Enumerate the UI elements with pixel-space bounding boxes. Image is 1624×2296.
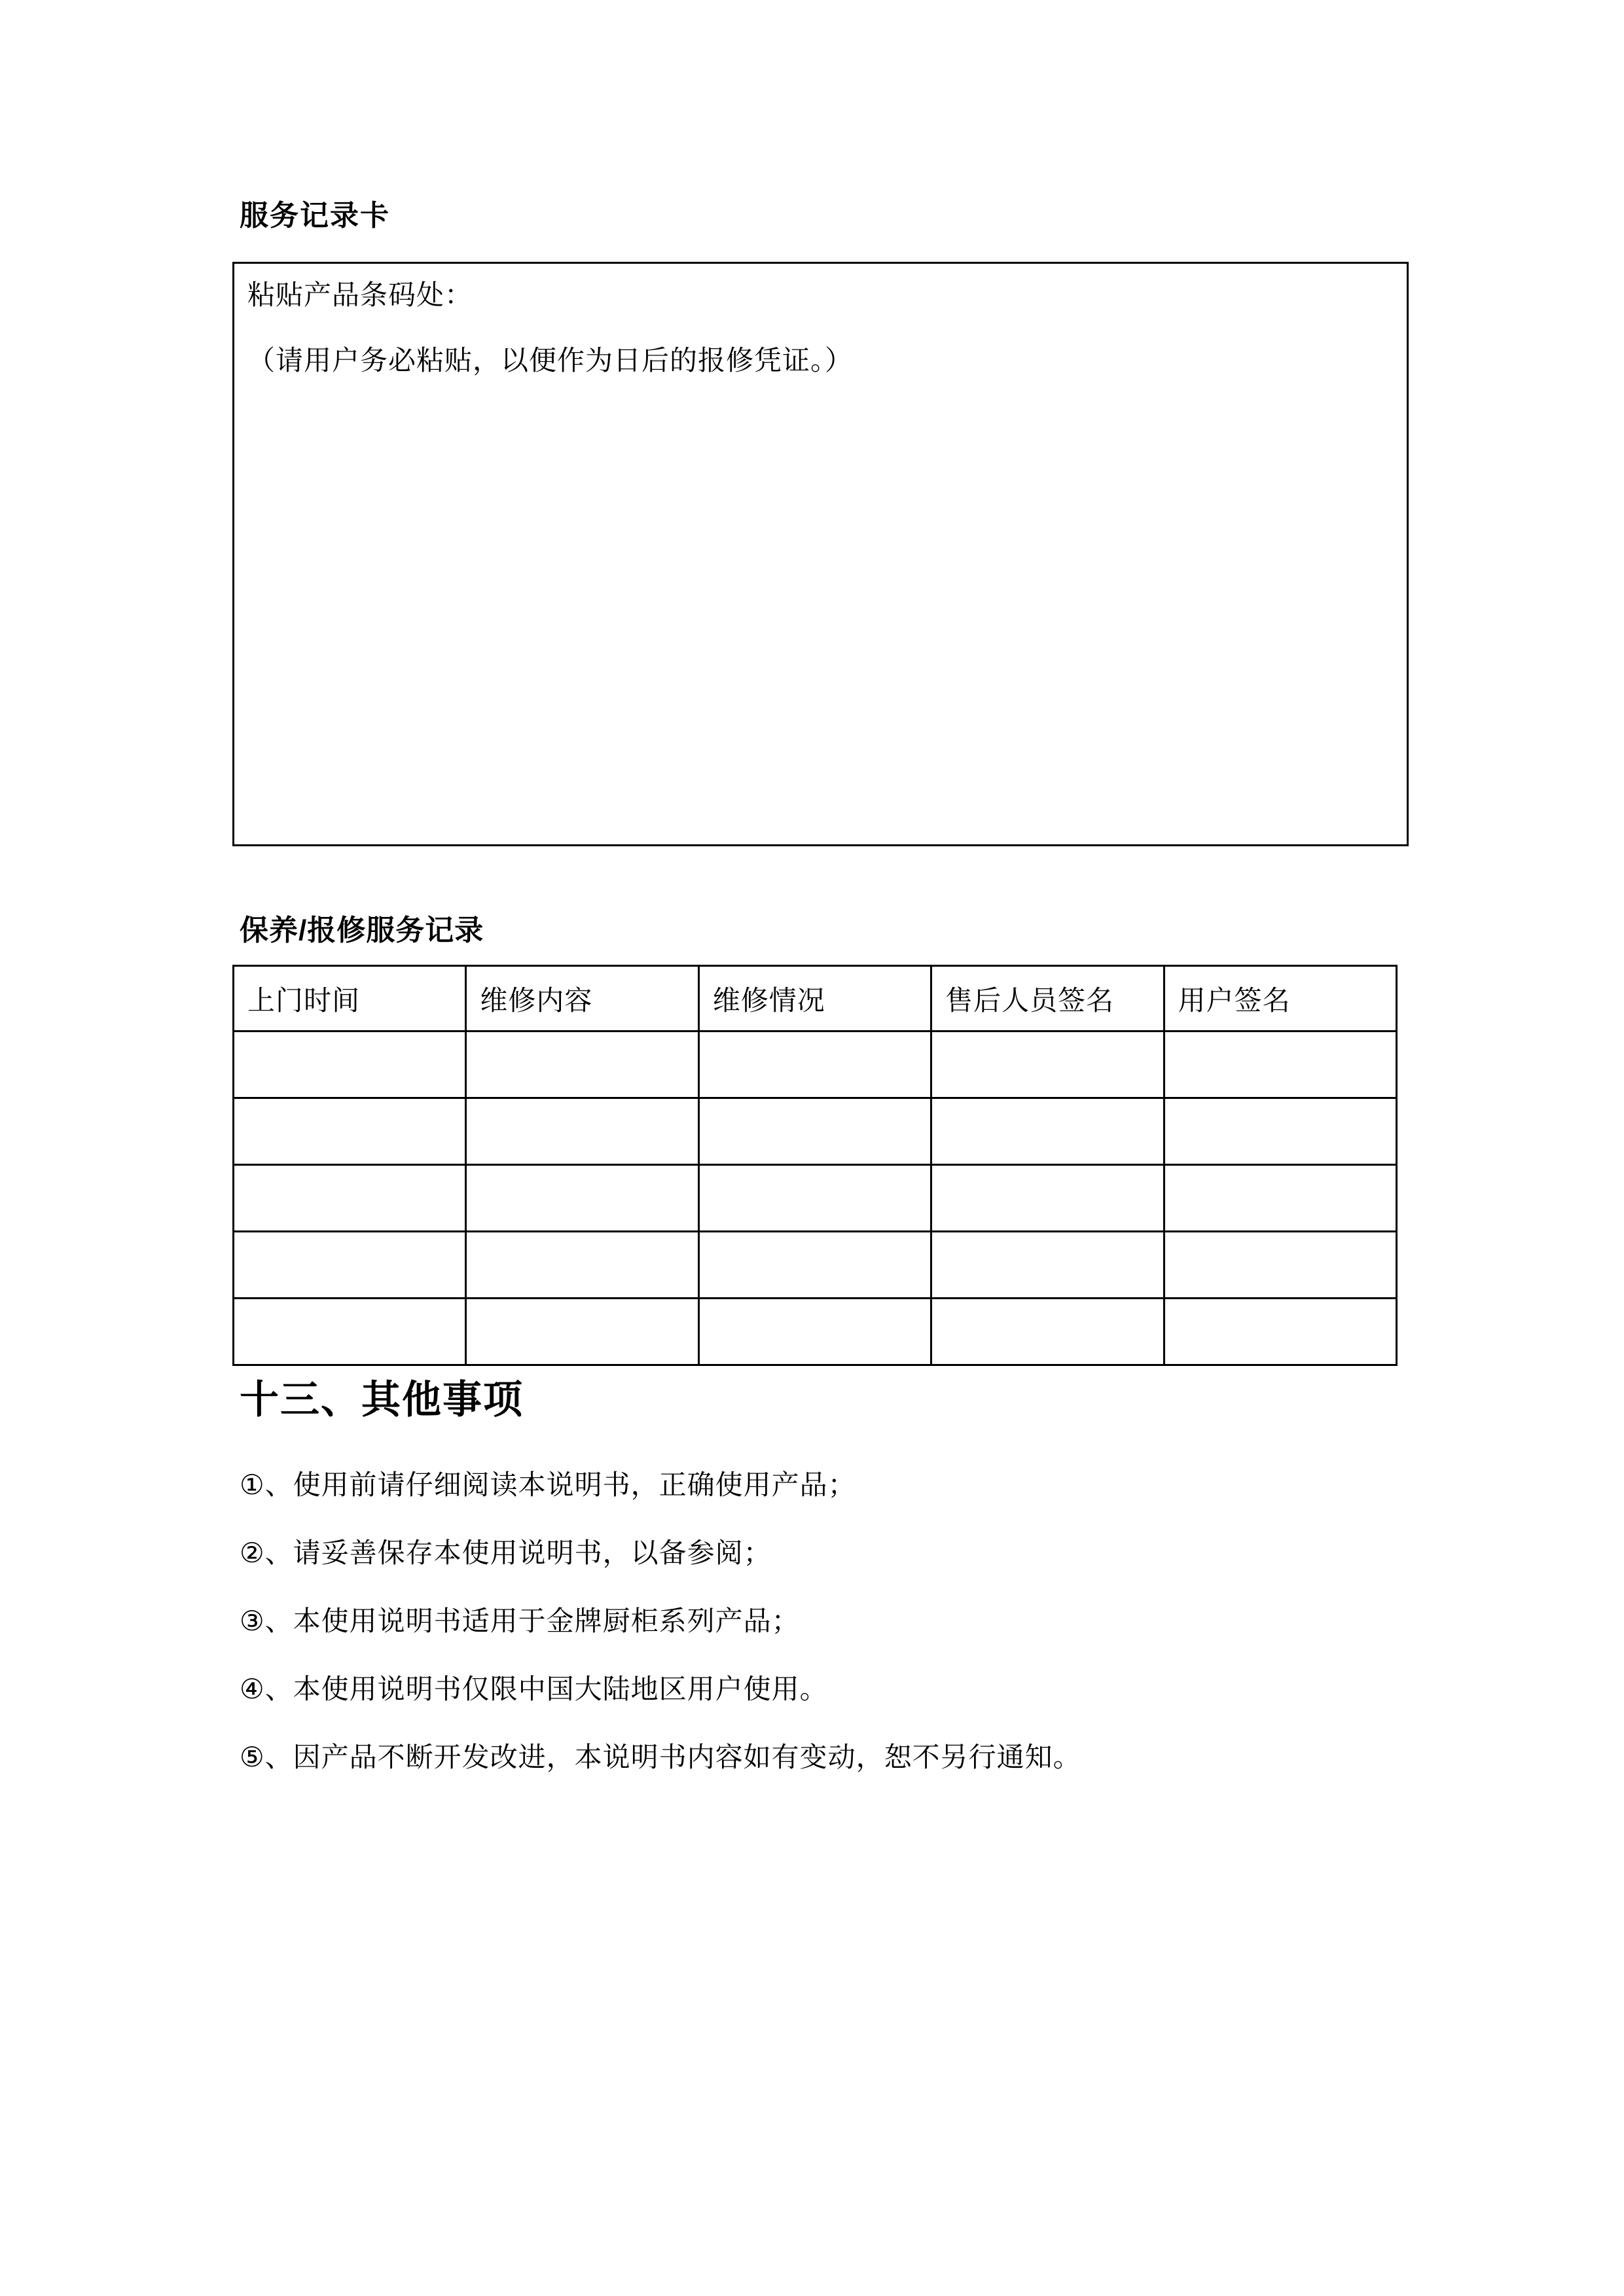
list-item-4: ④、本使用说明书仅限中国大陆地区用户使用。 (240, 1674, 828, 1704)
table-header-visit-time: 上门时间 (234, 966, 466, 1031)
barcode-box (232, 262, 1409, 846)
table-header-repair-status: 维修情况 (698, 966, 931, 1031)
table-header-staff-signature: 售后人员签名 (931, 966, 1164, 1031)
table-row (234, 1098, 1397, 1165)
table-cell (234, 1232, 466, 1299)
barcode-box-note: （请用户务必粘贴，以便作为日后的报修凭证。） (247, 345, 854, 376)
table-row (234, 1165, 1397, 1232)
table-cell (931, 1165, 1164, 1232)
table-row (234, 1299, 1397, 1365)
table-row (234, 1232, 1397, 1299)
table-cell (698, 1098, 931, 1165)
table-cell (931, 1232, 1164, 1299)
table-cell (698, 1299, 931, 1365)
table-cell (1164, 1031, 1396, 1098)
table-body (234, 1031, 1397, 1365)
table-cell (698, 1232, 931, 1299)
list-item-1: ①、使用前请仔细阅读本说明书，正确使用产品； (240, 1469, 856, 1500)
table-header-row (234, 966, 1397, 1031)
service-card-title: 服务记录卡 (240, 200, 390, 232)
table-cell (466, 1232, 698, 1299)
list-item-3: ③、本使用说明书适用于金牌厨柜系列产品； (240, 1605, 800, 1636)
table-cell (698, 1165, 931, 1232)
table-cell (466, 1165, 698, 1232)
barcode-box-label: 粘贴产品条码处： (247, 279, 473, 310)
table-cell (698, 1031, 931, 1098)
table-cell (1164, 1165, 1396, 1232)
table-cell (1164, 1299, 1396, 1365)
table-cell (466, 1031, 698, 1098)
other-matters-list (240, 1471, 1081, 1812)
table-cell (931, 1299, 1164, 1365)
table-head (234, 966, 1397, 1031)
table-cell (234, 1098, 466, 1165)
table-cell (931, 1031, 1164, 1098)
table-header-user-signature: 用户签名 (1164, 966, 1396, 1031)
table-row (234, 1031, 1397, 1098)
list-item-2: ②、请妥善保存本使用说明书，以备参阅； (240, 1537, 772, 1568)
table-cell (466, 1299, 698, 1365)
service-record-title: 保养/报修服务记录 (240, 914, 484, 946)
table-cell (1164, 1232, 1396, 1299)
service-record-table (232, 965, 1398, 1366)
table-cell (466, 1098, 698, 1165)
table-cell (1164, 1098, 1396, 1165)
list-item-5: ⑤、因产品不断开发改进，本说明书内容如有变动，恕不另行通知。 (240, 1742, 1081, 1772)
table-cell (931, 1098, 1164, 1165)
table-cell (234, 1299, 466, 1365)
table-cell (234, 1165, 466, 1232)
chapter-heading: 十三、其他事项 (240, 1378, 524, 1422)
table-cell (234, 1031, 466, 1098)
table-header-repair-content: 维修内容 (466, 966, 698, 1031)
